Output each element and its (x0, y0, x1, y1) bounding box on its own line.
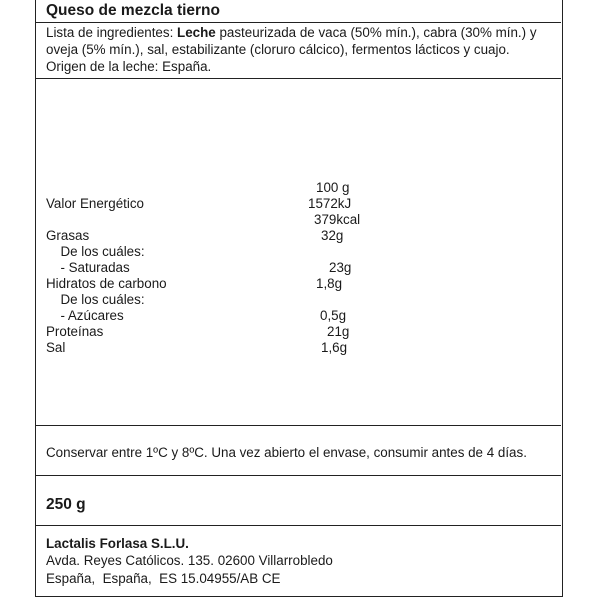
divider (36, 22, 561, 23)
nutrition-value-salt: 1,6g (321, 340, 348, 355)
nutrition-label-of-which: De los cuáles: (53, 244, 145, 259)
product-title: Queso de mezcla tierno (46, 2, 220, 19)
divider (36, 425, 561, 426)
nutrition-value-fat: 32g (321, 228, 344, 243)
nutrition-value-energy-kj: 1572kJ (308, 196, 352, 211)
nutrition-label-saturated: - Saturadas (53, 260, 130, 275)
nutrition-label-of-which: De los cuáles: (53, 292, 145, 307)
manufacturer-registry: España, España, ES 15.04955/AB CE (46, 571, 281, 586)
product-label (35, 0, 563, 597)
nutrition-label-sugars: - Azúcares (53, 308, 124, 323)
nutrition-value-protein: 21g (327, 324, 350, 339)
nutrition-label-protein: Proteínas (46, 324, 104, 339)
nutrition-label-salt: Sal (46, 340, 66, 355)
manufacturer-name: Lactalis Forlasa S.L.U. (46, 536, 189, 551)
ingredients-highlight: Leche (177, 25, 216, 40)
nutrition-value-sugars: 0,5g (320, 308, 347, 323)
nutrition-column-header: 100 g (316, 180, 350, 195)
net-weight: 250 g (46, 496, 86, 513)
ingredients-text: pasteurizada de vaca (50% mín.), cabra (30% mín.) y (215, 25, 537, 40)
nutrition-value-saturated: 23g (329, 260, 352, 275)
nutrition-label-carbohydrates: Hidratos de carbono (46, 276, 167, 291)
manufacturer-address: Avda. Reyes Católicos. 135. 02600 Villarrobledo (46, 553, 333, 568)
nutrition-label-fat: Grasas (46, 228, 90, 243)
ingredients-line-2: oveja (5% mín.), sal, estabilizante (cloruro cálcico), fermentos lácticos y cuajo. (46, 42, 510, 57)
nutrition-label-energy: Valor Energético (46, 196, 145, 211)
storage-instructions: Conservar entre 1ºC y 8ºC. Una vez abierto el envase, consumir antes de 4 días. (46, 445, 527, 460)
ingredients-line-1 (46, 25, 537, 41)
divider (36, 475, 561, 476)
ingredients-prefix: Lista de ingredientes: (46, 25, 178, 40)
nutrition-value-carbohydrates: 1,8g (316, 276, 343, 291)
nutrition-value-energy-kcal: 379kcal (314, 212, 361, 227)
milk-origin: Origen de la leche: España. (46, 59, 212, 74)
divider (36, 78, 561, 79)
divider (36, 525, 561, 526)
